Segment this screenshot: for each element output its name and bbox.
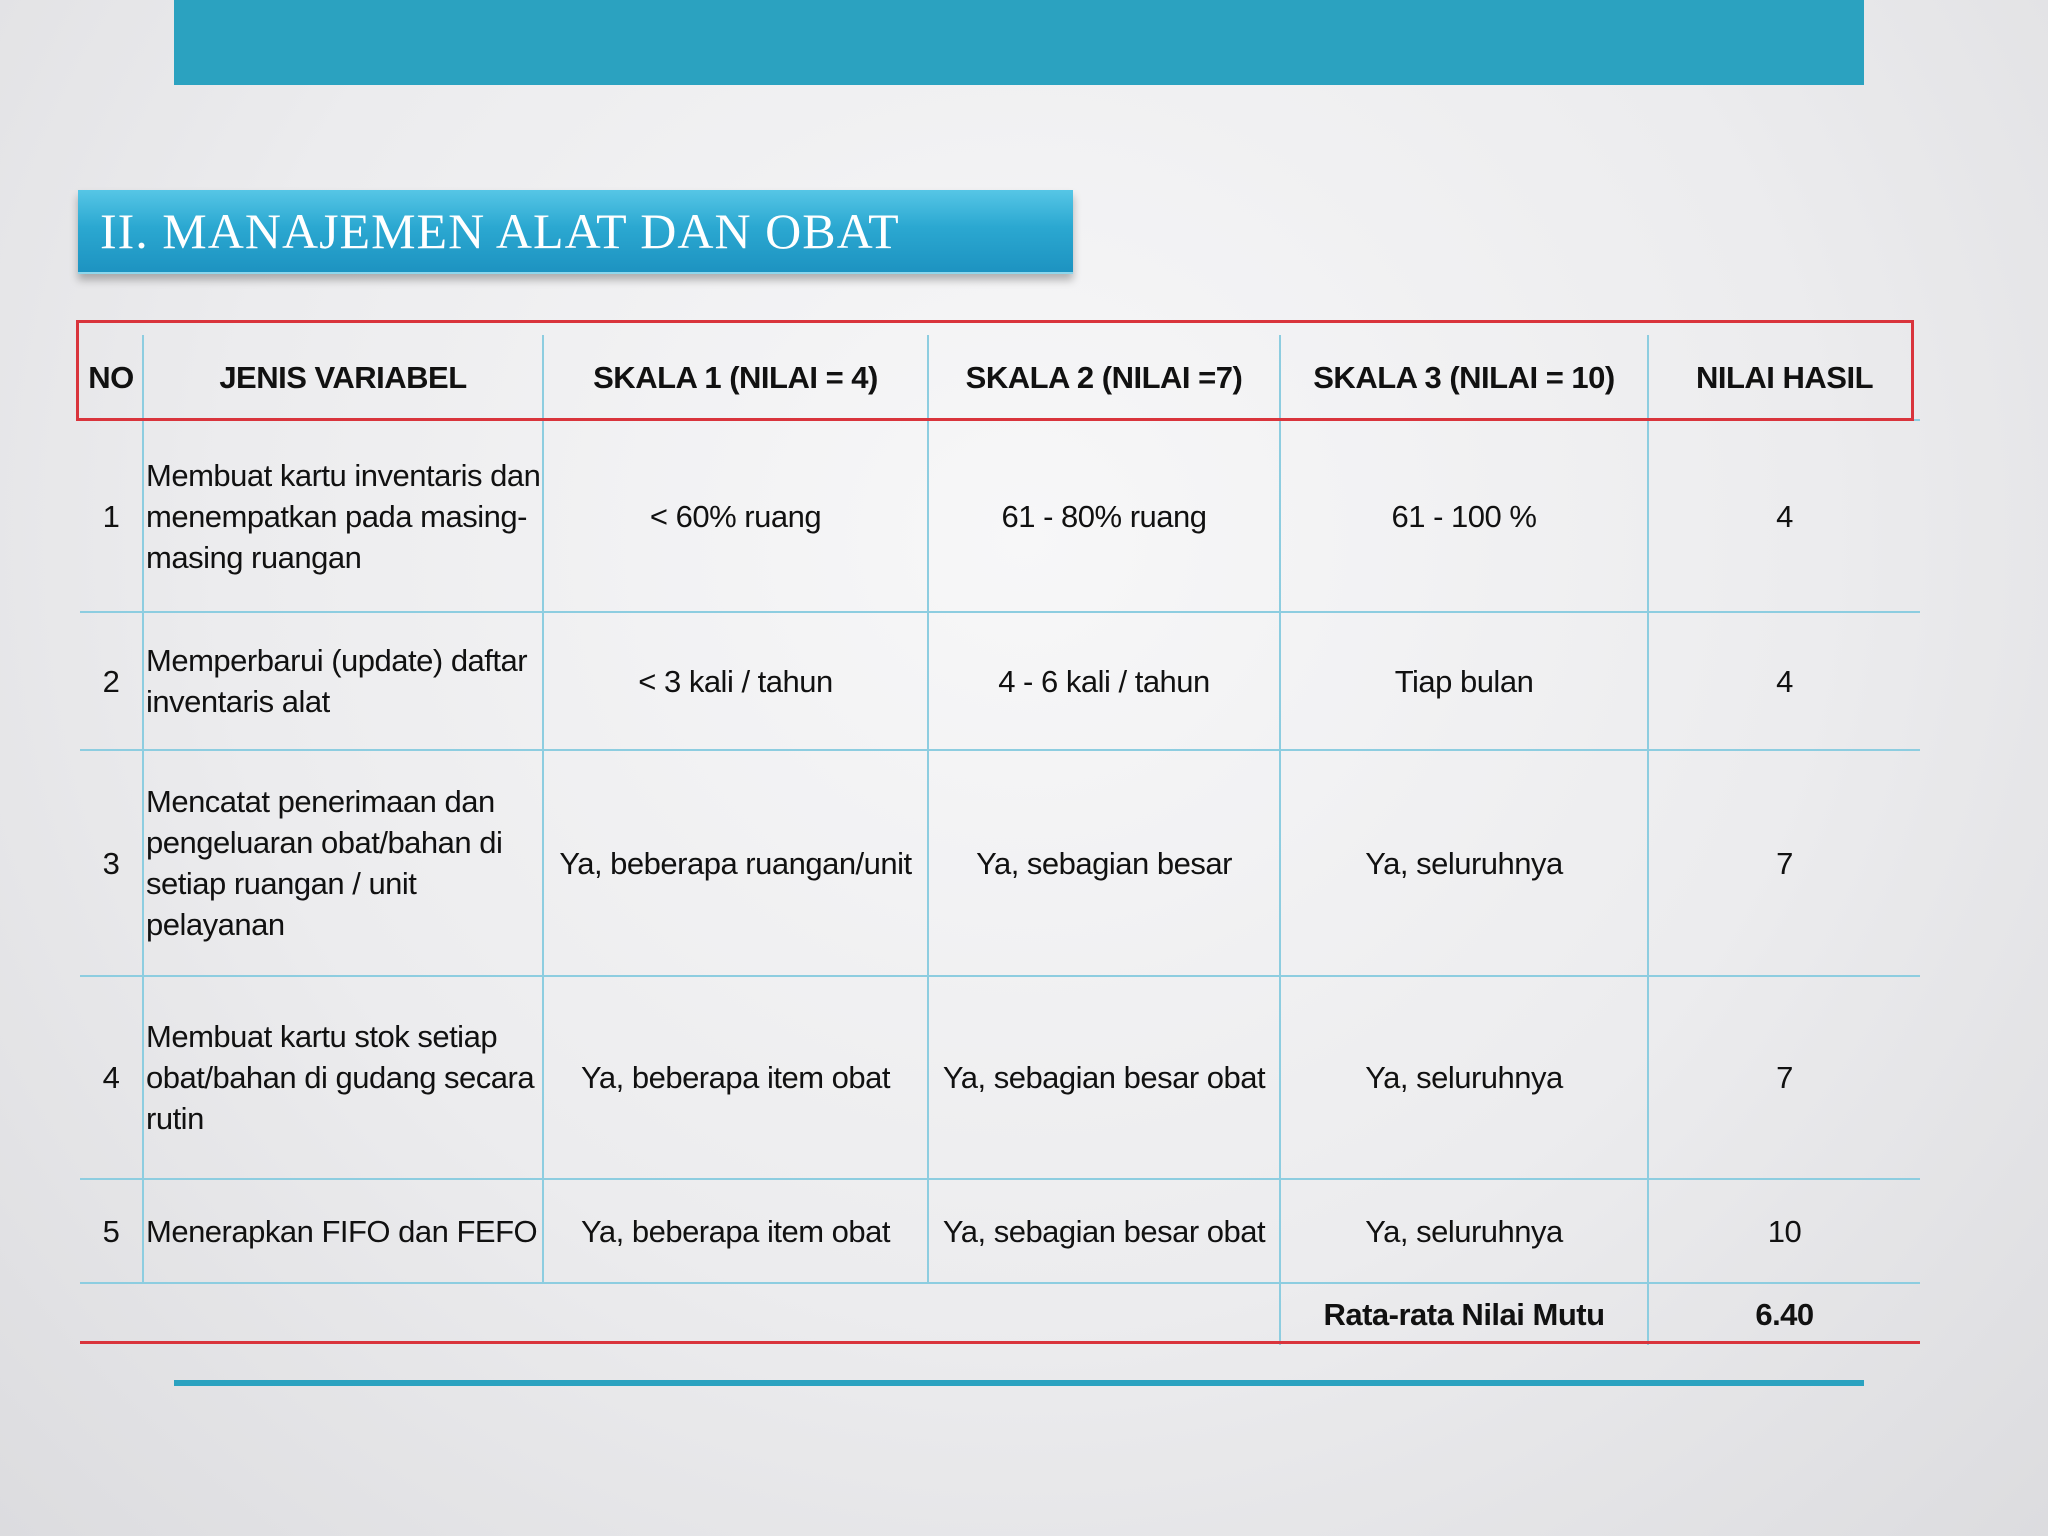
row-scale2: 61 - 80% ruang	[928, 420, 1280, 612]
row-no: 3	[80, 750, 143, 976]
table-row	[80, 750, 1920, 976]
table-row	[80, 612, 1920, 750]
table-row	[80, 420, 1920, 612]
row-scale3: Ya, seluruhnya	[1280, 750, 1648, 976]
table-row	[80, 976, 1920, 1179]
row-scale2: 4 - 6 kali / tahun	[928, 612, 1280, 750]
title-banner	[78, 190, 1073, 274]
row-scale3: 61 - 100 %	[1280, 420, 1648, 612]
row-scale1: Ya, beberapa item obat	[543, 976, 928, 1179]
assessment-table	[80, 335, 1920, 1345]
row-scale3: Ya, seluruhnya	[1280, 1179, 1648, 1283]
footer-accent-line	[174, 1380, 1864, 1386]
header-result: NILAI HASIL	[1648, 335, 1920, 420]
summary-label: Rata-rata Nilai Mutu	[1280, 1283, 1648, 1345]
row-result: 7	[1648, 750, 1920, 976]
row-scale2: Ya, sebagian besar	[928, 750, 1280, 976]
row-no: 1	[80, 420, 143, 612]
row-variable: Menerapkan FIFO dan FEFO	[143, 1179, 543, 1283]
summary-row	[80, 1283, 1920, 1345]
row-result: 10	[1648, 1179, 1920, 1283]
row-no: 4	[80, 976, 143, 1179]
summary-value: 6.40	[1648, 1283, 1920, 1345]
row-result: 7	[1648, 976, 1920, 1179]
row-scale2: Ya, sebagian besar obat	[928, 1179, 1280, 1283]
row-scale3: Ya, seluruhnya	[1280, 976, 1648, 1179]
header-scale2: SKALA 2 (NILAI =7)	[928, 335, 1280, 420]
header-no: NO	[80, 335, 143, 420]
row-variable: Mencatat penerimaan dan pengeluaran obat/bahan di setiap ruangan / unit pelayanan	[143, 750, 543, 976]
row-scale1: < 60% ruang	[543, 420, 928, 612]
row-no: 5	[80, 1179, 143, 1283]
summary-spacer	[80, 1283, 1280, 1345]
header-scale1: SKALA 1 (NILAI = 4)	[543, 335, 928, 420]
header-scale3: SKALA 3 (NILAI = 10)	[1280, 335, 1648, 420]
row-variable: Memperbarui (update) daftar inventaris alat	[143, 612, 543, 750]
row-scale1: Ya, beberapa ruangan/unit	[543, 750, 928, 976]
page-title: II. MANAJEMEN ALAT DAN OBAT	[100, 203, 900, 259]
row-variable: Membuat kartu stok setiap obat/bahan di gudang secara rutin	[143, 976, 543, 1179]
row-result: 4	[1648, 420, 1920, 612]
row-result: 4	[1648, 612, 1920, 750]
row-variable: Membuat kartu inventaris dan menempatkan pada masing-masing ruangan	[143, 420, 543, 612]
row-no: 2	[80, 612, 143, 750]
table-bottom-rule	[80, 1341, 1920, 1344]
top-accent-bar	[174, 0, 1864, 85]
row-scale1: < 3 kali / tahun	[543, 612, 928, 750]
table-row	[80, 1179, 1920, 1283]
row-scale1: Ya, beberapa item obat	[543, 1179, 928, 1283]
header-variable: JENIS VARIABEL	[143, 335, 543, 420]
table-header-row	[80, 335, 1920, 420]
row-scale3: Tiap bulan	[1280, 612, 1648, 750]
row-scale2: Ya, sebagian besar obat	[928, 976, 1280, 1179]
